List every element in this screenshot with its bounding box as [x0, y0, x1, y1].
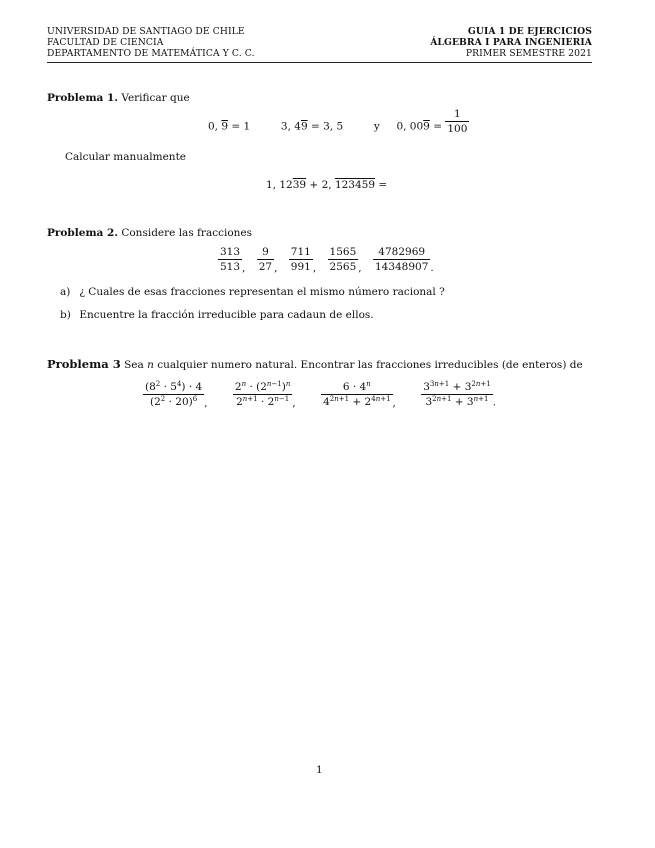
- eq3-fraction: [445, 108, 469, 135]
- fraction-separator: ,: [358, 261, 362, 274]
- fraction: [328, 246, 362, 274]
- fraction-separator: .: [430, 261, 434, 274]
- header-rule: [47, 62, 592, 63]
- fraction-numerator: 1565: [329, 246, 357, 258]
- item-label: a): [60, 286, 71, 298]
- header-course: ÁLGEBRA I PARA INGENIERIA: [430, 37, 592, 48]
- calc-a-repeating: 39: [292, 179, 307, 191]
- item-label: b): [60, 309, 71, 321]
- fraction: [257, 246, 274, 273]
- fraction-denominator: 27: [258, 261, 273, 273]
- header-department: DEPARTAMENTO DE MATEMÁTICA Y C. C.: [47, 48, 255, 59]
- fraction: [289, 246, 313, 273]
- eq3-lhs: 0, 00: [396, 120, 424, 133]
- page-number: 1: [316, 764, 323, 776]
- fraction-denominator: 991: [290, 261, 311, 273]
- fraction-numerator: 313: [220, 246, 241, 258]
- eq2-rhs: = 3, 5: [307, 120, 344, 133]
- expression-3: $\frac{6 \cdot 4^n}{4^{2n+1} + 2^{4n+1}}$: [323, 380, 391, 408]
- fraction-separator: ,: [312, 261, 317, 274]
- header-university: UNIVERSIDAD DE SANTIAGO DE CHILE: [47, 26, 245, 37]
- calc-plus: + 2,: [306, 179, 335, 191]
- fraction: [218, 246, 242, 273]
- header-left: [47, 26, 255, 59]
- eq2-lhs: 3, 4: [280, 120, 301, 133]
- eq1-repeating: 9: [221, 120, 229, 133]
- problem2-title: Problema 2.: [47, 227, 118, 239]
- eq3-equals: =: [429, 120, 446, 133]
- problem3-intro-pre: Sea: [124, 359, 148, 371]
- fraction: [373, 246, 430, 273]
- problem3-title: Problema 3: [47, 357, 121, 371]
- calc-b-repeating: 123459: [334, 179, 376, 191]
- item-text: ¿ Cuales de esas fracciones representan el mismo número racional ?: [79, 286, 445, 298]
- conjunction: y: [373, 120, 380, 133]
- problem2-item-a: [60, 286, 445, 298]
- problem1-heading: [47, 92, 190, 104]
- item-text: Encuentre la fracción irreducible para cadaun de ellos.: [79, 309, 374, 321]
- fraction-numerator: 711: [290, 246, 311, 258]
- expression-1: $\frac{(8^2 \cdot 5^4) \cdot 4}{(2^2 \cdot 20)^6}$: [145, 380, 203, 408]
- problem3-heading: [47, 357, 583, 371]
- eq1-lhs: 0,: [208, 120, 222, 133]
- fraction-denominator: 513: [220, 261, 241, 273]
- eq2-repeating: 9: [300, 120, 308, 133]
- eq1-rhs: = 1: [228, 120, 251, 133]
- eq3-denominator: 100: [447, 123, 468, 135]
- fractions-row: [218, 246, 442, 274]
- calc-expression: [266, 179, 387, 191]
- header-faculty: FACULTAD DE CIENCIA: [47, 37, 164, 48]
- problem2-item-b: [60, 309, 374, 321]
- problem3-expressions: $\frac{(8^2 \cdot 5^4) \cdot 4}{(2^2 \cdot 20)^6}$ , $\frac{2^n \cdot (2^{n-1})^n}{2^{n+1} \cdot 2^{n-1}}$ , $\frac{6 \cdot 4^n}{4^{2n+1} + 2^{4n+1}}$ , $\frac{3^{3n+1} + 3^{2n+1}}{3^{2n+1} + 3^{n+1}}$ .: [145, 380, 497, 409]
- problem3-intro-post: cualquier numero natural. Encontrar las fracciones irreducibles (de enteros) de: [153, 359, 583, 371]
- fraction-denominator: 2565: [329, 261, 357, 273]
- expression-4: $\frac{3^{3n+1} + 3^{2n+1}}{3^{2n+1} + 3^{n+1}}$: [423, 380, 491, 408]
- eq3-numerator: 1: [454, 108, 461, 120]
- eq3-repeating: 9: [423, 120, 430, 133]
- expression-2: $\frac{2^n \cdot (2^{n-1})^n}{2^{n+1} \cdot 2^{n-1}}$: [234, 380, 291, 408]
- problem1-title: Problema 1.: [47, 92, 118, 104]
- calc-equals: =: [375, 179, 388, 191]
- problem2-heading: [47, 227, 252, 239]
- problem2-intro: Considere las fracciones: [121, 227, 253, 239]
- header-guide-title: GUIA 1 DE EJERCICIOS: [467, 26, 592, 37]
- fraction-separator: ,: [242, 261, 246, 274]
- problem1-equations: [208, 108, 469, 135]
- fraction-separator: ,: [274, 261, 278, 274]
- calc-a: 1, 12: [266, 179, 293, 191]
- fraction-numerator: 4782969: [378, 246, 426, 258]
- fraction-numerator: 9: [262, 246, 269, 258]
- fraction-denominator: 14348907: [374, 261, 429, 273]
- header-semester: PRIMER SEMESTRE 2021: [465, 48, 592, 59]
- problem3-variable: n: [147, 359, 154, 371]
- problem1-intro: Verificar que: [121, 92, 190, 104]
- header-right: [430, 26, 592, 59]
- calc-label: Calcular manualmente: [65, 151, 186, 163]
